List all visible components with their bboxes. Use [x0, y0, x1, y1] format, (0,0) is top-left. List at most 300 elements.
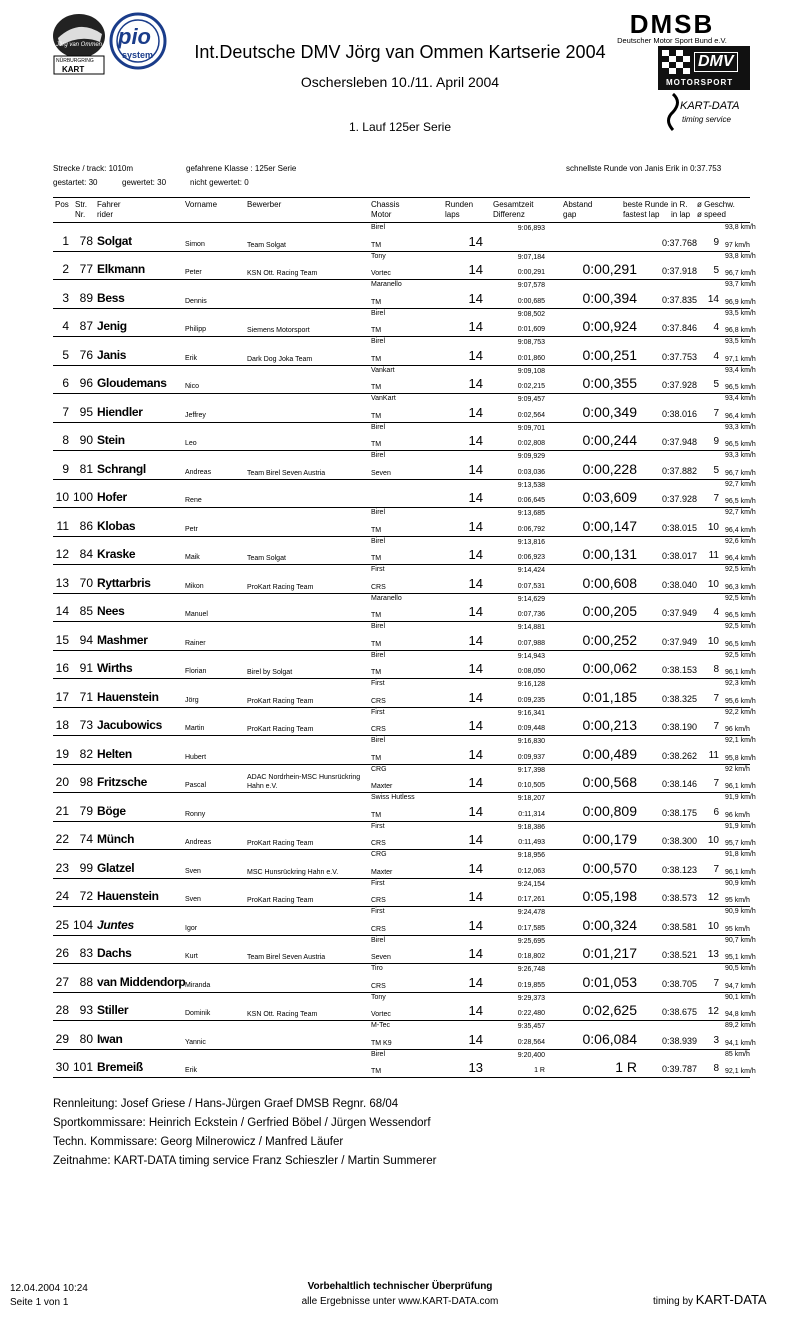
row-speed-average: 94,8 km/h: [725, 1011, 756, 1018]
row-fastest-lap: 0:38.262: [661, 750, 697, 761]
row-motor: Maxter: [371, 783, 393, 790]
row-laps: 14: [468, 860, 483, 876]
row-chassis: Tony: [371, 252, 386, 260]
col-entrant: Bewerber: [247, 200, 282, 209]
row-entrant: Birel by Solgat: [247, 669, 293, 676]
row-fastest-lap: 0:38.015: [661, 522, 697, 533]
dmsb-logo-text: DMSB: [629, 9, 715, 39]
row-gap: 0:00,394: [582, 289, 637, 306]
row-laps: 14: [468, 376, 483, 391]
row-chassis: Birel: [371, 623, 386, 630]
row-start-number: 94: [79, 632, 93, 647]
row-gap: 1 R: [615, 1059, 637, 1075]
row-start-number: 93: [79, 1003, 93, 1017]
row-start-number: 76: [79, 347, 93, 362]
row-laps: 14: [468, 290, 483, 306]
race-class: gefahrene Klasse : 125er Serie: [186, 164, 297, 173]
row-motor: TM: [371, 355, 382, 363]
row-driver-name: Hauenstein: [97, 689, 159, 704]
row-fastest-lap: 0:38.521: [661, 950, 697, 960]
row-first-name: Leo: [185, 440, 197, 447]
row-speed-fastest: 91,9 km/h: [725, 794, 756, 801]
row-position: 22: [55, 832, 69, 846]
row-first-name: Sven: [185, 867, 201, 875]
kart-data-logo-text: KART-DATA: [680, 100, 740, 112]
row-difference: 0:19,855: [517, 981, 545, 989]
row-chassis: Maranello: [371, 594, 402, 602]
row-motor: TM: [371, 612, 382, 619]
row-laps: 14: [468, 604, 483, 619]
row-position: 13: [55, 575, 69, 590]
row-fastest-lap: 0:38.190: [661, 722, 697, 732]
row-in-lap: 7: [713, 493, 719, 504]
row-gap: 0:00,228: [582, 460, 637, 477]
col-laps: Runden laps: [445, 200, 474, 219]
row-gap: 0:00,244: [582, 432, 637, 448]
row-start-number: 78: [79, 233, 93, 248]
table-row: [53, 480, 756, 509]
row-start-number: 86: [79, 518, 93, 533]
row-motor: Maxter: [371, 868, 393, 876]
row-first-name: Mikon: [185, 582, 204, 590]
row-in-lap: 8: [713, 1063, 719, 1074]
row-laps: 14: [468, 632, 483, 648]
not-classified-count: nicht gewertet: 0: [190, 178, 249, 187]
row-position: 11: [56, 518, 69, 533]
sport-commissioners: Sportkommissare: Heinrich Eckstein / Gerfried Böbel / Jürgen Wessendorf: [53, 1117, 431, 1129]
race-direction: Rennleitung: Josef Griese / Hans-Jürgen Graef DMSB Regnr. 68/04: [53, 1098, 399, 1110]
row-start-number: 74: [79, 832, 93, 846]
row-position: 29: [55, 1031, 69, 1046]
row-fastest-lap: 0:38.675: [661, 1007, 697, 1017]
row-total-time: 9:16,830: [517, 738, 545, 745]
table-row: [53, 622, 756, 651]
row-position: 24: [55, 889, 69, 903]
row-difference: 0:00,291: [517, 269, 545, 276]
timing-credit-prefix: timing by: [653, 1296, 696, 1307]
row-start-number: 73: [79, 718, 93, 732]
row-driver-name: Hofer: [97, 490, 127, 504]
row-position: 18: [55, 718, 69, 732]
row-total-time: 9:07,578: [517, 282, 545, 289]
row-laps: 14: [468, 889, 483, 904]
row-chassis: Birel: [371, 224, 386, 231]
row-gap: 0:00,608: [582, 574, 637, 591]
row-speed-fastest: 90,7 km/h: [725, 936, 756, 944]
row-difference: 0:22,480: [517, 1010, 545, 1017]
row-laps: 14: [468, 575, 483, 591]
row-speed-fastest: 90,1 km/h: [725, 993, 756, 1001]
row-motor: TM: [371, 384, 382, 391]
row-speed-average: 96,9 km/h: [725, 298, 756, 306]
row-first-name: Florian: [185, 668, 207, 675]
row-laps: 14: [468, 1031, 483, 1047]
table-row: [53, 309, 756, 338]
row-position: 1: [62, 233, 69, 248]
row-chassis: Birel: [371, 1050, 386, 1058]
row-laps: 14: [468, 718, 483, 733]
row-motor: Vortec: [371, 270, 391, 277]
table-row: [53, 337, 756, 366]
row-total-time: 9:09,701: [517, 424, 545, 432]
row-speed-fastest: 93,8 km/h: [725, 252, 756, 260]
row-total-time: 9:20,400: [517, 1051, 545, 1059]
row-gap: 0:00,349: [582, 403, 637, 420]
row-speed-average: 97,1 km/h: [725, 355, 756, 363]
col-speed: ø Geschw. ø speed: [697, 200, 735, 219]
kart-data-logo-sub: timing service: [682, 115, 731, 124]
row-motor: CRS: [371, 583, 386, 591]
row-speed-average: 96,5 km/h: [725, 498, 756, 505]
row-start-number: 99: [79, 860, 93, 875]
row-entrant: Team Solgat: [247, 241, 286, 249]
row-chassis: Birel: [371, 651, 386, 659]
row-total-time: 9:14,629: [517, 595, 545, 603]
table-row: [53, 451, 756, 480]
row-in-lap: 10: [707, 521, 719, 533]
row-gap: 0:00,291: [582, 261, 637, 277]
row-driver-name: Glatzel: [97, 860, 135, 875]
row-driver-name: Hiendler: [97, 404, 143, 419]
row-fastest-lap: 0:37.918: [661, 266, 697, 276]
row-difference: 0:02,564: [517, 411, 545, 419]
row-speed-average: 96 km/h: [725, 726, 750, 733]
helmet-logo-sub2: KART: [62, 65, 85, 74]
row-speed-fastest: 90,9 km/h: [725, 908, 756, 915]
row-speed-average: 95 km/h: [725, 897, 750, 904]
row-fastest-lap: 0:38.939: [661, 1035, 697, 1046]
row-speed-average: 95 km/h: [725, 925, 750, 933]
row-speed-fastest: 93,3 km/h: [725, 423, 756, 431]
row-speed-fastest: 91,8 km/h: [725, 851, 756, 858]
row-chassis: Maranello: [371, 281, 402, 288]
row-driver-name: Janis: [97, 347, 127, 362]
row-speed-average: 95,8 km/h: [725, 754, 756, 762]
row-position: 6: [62, 376, 69, 390]
row-entrant: MSC Hunsrückring Hahn e.V.: [247, 868, 339, 876]
row-in-lap: 11: [708, 749, 719, 761]
row-start-number: 72: [79, 889, 93, 903]
row-in-lap: 5: [713, 464, 719, 476]
row-first-name: Hubert: [185, 753, 207, 761]
row-gap: 0:05,198: [582, 888, 637, 904]
row-difference: 0:10,505: [517, 782, 545, 789]
row-in-lap: 10: [707, 578, 719, 590]
row-in-lap: 11: [708, 550, 719, 561]
row-speed-average: 96,1 km/h: [725, 669, 756, 676]
row-start-number: 100: [72, 490, 93, 504]
row-position: 5: [62, 347, 69, 362]
row-first-name: Miranda: [185, 981, 211, 989]
row-total-time: 9:35,457: [517, 1023, 545, 1030]
row-fastest-lap: 0:38.300: [661, 836, 697, 846]
row-total-time: 9:14,881: [517, 624, 545, 631]
row-fastest-lap: 0:38.016: [661, 408, 697, 419]
row-difference: 0:07,988: [517, 639, 545, 647]
row-total-time: 9:06,893: [517, 225, 545, 232]
print-date: 12.04.2004 10:24: [10, 1283, 88, 1294]
event-title: Int.Deutsche DMV Jörg van Ommen Kartserie 2004: [194, 42, 606, 62]
row-motor: TM: [371, 412, 382, 420]
row-total-time: 9:16,341: [517, 709, 545, 717]
row-start-number: 89: [79, 290, 93, 305]
col-chassis: Chassis Motor: [371, 200, 400, 219]
row-fastest-lap: 0:38.573: [661, 893, 697, 903]
row-difference: 0:01,609: [517, 326, 545, 333]
row-total-time: 9:13,538: [517, 481, 545, 489]
row-chassis: Birel: [371, 737, 386, 744]
row-speed-fastest: 93,4 km/h: [725, 366, 756, 374]
fastest-lap-note: schnellste Runde von Janis Erik in 0:37.753: [566, 164, 722, 173]
row-position: 17: [55, 689, 69, 704]
row-total-time: 9:13,816: [517, 538, 545, 546]
row-in-lap: 5: [713, 379, 719, 390]
row-start-number: 95: [79, 404, 93, 419]
row-speed-fastest: 93,3 km/h: [725, 452, 756, 459]
table-row: [53, 508, 756, 537]
row-gap: 0:06,084: [582, 1030, 637, 1047]
row-first-name: Ronny: [185, 810, 206, 818]
row-fastest-lap: 0:37.928: [661, 494, 697, 504]
row-entrant: ProKart Racing Team: [247, 897, 314, 904]
row-speed-average: 96,5 km/h: [725, 384, 756, 391]
row-speed-average: 96,8 km/h: [725, 327, 756, 334]
row-motor: CRS: [371, 982, 386, 990]
table-row: [53, 736, 756, 765]
row-laps: 14: [468, 689, 483, 705]
row-laps: 14: [468, 490, 483, 505]
row-chassis: Birel: [371, 452, 386, 459]
row-speed-fastest: 93,4 km/h: [725, 395, 756, 402]
row-first-name: Peter: [185, 269, 202, 276]
row-motor: Seven: [371, 954, 391, 961]
row-total-time: 9:18,207: [517, 795, 545, 802]
row-motor: TM: [371, 526, 382, 534]
row-gap: 0:00,568: [582, 774, 637, 790]
row-driver-name: Hauenstein: [97, 889, 159, 903]
row-total-time: 9:18,956: [517, 852, 545, 859]
col-pos: Pos: [55, 200, 69, 209]
classified-count: gewertet: 30: [122, 178, 167, 187]
row-entrant: ADAC Nordrhein-MSC Hunsrückring Hahn e.V.: [247, 774, 361, 790]
timing-credit: [653, 1292, 767, 1307]
row-driver-name: Wirths: [97, 661, 133, 675]
row-chassis: Swiss Hutless: [371, 794, 415, 801]
row-start-number: 91: [79, 661, 93, 675]
row-laps: 14: [468, 433, 483, 448]
row-motor: TM: [371, 1068, 382, 1075]
row-start-number: 101: [72, 1060, 93, 1074]
row-speed-fastest: 90,5 km/h: [725, 965, 756, 972]
row-driver-name: Schrangl: [97, 461, 146, 476]
row-difference: 0:09,937: [517, 753, 545, 761]
helmet-logo-sub1: NÜRBURGRING: [56, 58, 94, 64]
table-row: [53, 565, 756, 594]
row-difference: 0:01,860: [517, 354, 545, 362]
row-gap: 0:00,252: [582, 631, 637, 648]
row-motor: TM: [371, 555, 382, 562]
row-laps: 14: [468, 661, 483, 676]
row-fastest-lap: 0:38.040: [661, 579, 697, 590]
row-motor: TM: [371, 669, 382, 676]
row-gap: 0:00,147: [582, 517, 637, 534]
row-speed-average: 96,3 km/h: [725, 583, 756, 591]
row-first-name: Kurt: [185, 953, 198, 960]
row-position: 7: [62, 404, 69, 419]
row-fastest-lap: 0:38.581: [661, 921, 697, 932]
row-speed-fastest: 91,9 km/h: [725, 822, 756, 830]
row-difference: 0:17,585: [517, 924, 545, 932]
row-position: 23: [55, 860, 69, 875]
row-first-name: Erik: [185, 354, 198, 362]
row-fastest-lap: 0:38.175: [661, 807, 697, 818]
row-start-number: 80: [79, 1031, 93, 1046]
timekeeping: Zeitnahme: KART-DATA timing service Franz Schieszler / Martin Summerer: [53, 1155, 437, 1167]
row-driver-name: Dachs: [97, 946, 132, 960]
row-laps: 14: [468, 917, 483, 933]
table-row: [53, 879, 756, 908]
row-chassis: Tiro: [371, 965, 383, 972]
row-motor: TM: [371, 640, 382, 648]
row-speed-fastest: 92,5 km/h: [725, 623, 756, 630]
row-speed-average: 96,1 km/h: [725, 868, 756, 876]
row-driver-name: Jenig: [97, 319, 127, 333]
row-gap: 0:00,131: [582, 546, 637, 562]
row-chassis: Birel: [371, 423, 386, 431]
row-total-time: 9:09,457: [517, 396, 545, 403]
table-row: [53, 822, 756, 851]
row-fastest-lap: 0:37.882: [661, 465, 697, 476]
row-total-time: 9:07,184: [517, 253, 545, 261]
row-speed-average: 92,1 km/h: [725, 1068, 756, 1075]
table-row: [53, 993, 756, 1022]
row-speed-average: 94,1 km/h: [725, 1039, 756, 1047]
row-chassis: Birel: [371, 338, 386, 345]
table-row: [53, 280, 756, 309]
row-difference: 0:03,036: [517, 468, 545, 476]
col-fastest: beste Runde fastest lap: [623, 200, 669, 219]
row-difference: 0:09,448: [517, 725, 545, 732]
row-total-time: 9:17,398: [517, 766, 545, 774]
timing-credit-brand: KART-DATA: [695, 1292, 767, 1307]
row-gap: 0:00,251: [582, 346, 637, 363]
row-total-time: 9:26,748: [517, 966, 545, 973]
row-gap: 0:02,625: [582, 1002, 637, 1018]
row-total-time: 9:24,154: [517, 880, 545, 888]
row-fastest-lap: 0:37.948: [661, 437, 697, 447]
row-position: 10: [55, 490, 69, 504]
row-first-name: Rainer: [185, 639, 206, 647]
row-speed-average: 95,7 km/h: [725, 840, 756, 847]
row-entrant: ProKart Racing Team: [247, 697, 314, 705]
row-start-number: 84: [79, 547, 93, 561]
row-speed-average: 96,4 km/h: [725, 555, 756, 562]
pio-logo-text: pio: [118, 24, 151, 49]
row-first-name: Dennis: [185, 297, 207, 305]
row-gap: 0:03,609: [582, 489, 637, 505]
row-speed-average: 96,1 km/h: [725, 783, 756, 790]
row-driver-name: Fritzsche: [97, 775, 147, 789]
row-speed-average: 95,6 km/h: [725, 697, 756, 705]
row-fastest-lap: 0:37.949: [661, 608, 697, 618]
row-driver-name: Solgat: [97, 233, 132, 248]
row-driver-name: van Middendorp: [97, 974, 186, 989]
row-motor: TM: [371, 441, 382, 448]
row-gap: 0:01,053: [582, 973, 637, 990]
race-title: 1. Lauf 125er Serie: [348, 120, 452, 134]
row-difference: 0:06,792: [517, 525, 545, 533]
row-total-time: 9:24,478: [517, 909, 545, 916]
row-first-name: Yannic: [185, 1038, 206, 1046]
row-laps: 14: [468, 547, 483, 562]
row-in-lap: 3: [713, 1034, 719, 1046]
row-motor: TM: [371, 327, 382, 334]
row-laps: 14: [468, 746, 483, 762]
row-driver-name: Münch: [97, 832, 135, 846]
row-difference: 0:00,685: [517, 297, 545, 305]
row-first-name: Igor: [185, 924, 198, 932]
row-gap: 0:00,489: [582, 745, 637, 762]
row-motor: CRS: [371, 697, 386, 705]
results-table-header: [53, 197, 750, 223]
row-driver-name: Iwan: [97, 1031, 123, 1046]
row-laps: 14: [468, 775, 483, 790]
row-start-number: 96: [79, 376, 93, 390]
row-speed-average: 96,4 km/h: [725, 526, 756, 534]
table-row: [53, 936, 756, 965]
row-difference: 0:08,050: [517, 668, 545, 675]
row-speed-average: 96,5 km/h: [725, 612, 756, 619]
row-total-time: 9:16,128: [517, 681, 545, 688]
row-first-name: Andreas: [185, 839, 212, 846]
row-motor: CRS: [371, 726, 386, 733]
col-firstname: Vorname: [185, 200, 218, 209]
track-length: Strecke / track: 1010m: [53, 164, 134, 173]
row-difference: 0:02,808: [517, 440, 545, 447]
motorsport-logo-text: MOTORSPORT: [666, 78, 734, 87]
row-difference: 0:09,235: [517, 696, 545, 704]
row-start-number: 88: [79, 974, 93, 989]
row-speed-fastest: 92,3 km/h: [725, 680, 756, 687]
row-driver-name: Kraske: [97, 547, 136, 561]
technical-commissioners: Techn. Kommissare: Georg Milnerowicz / Manfred Läufer: [53, 1136, 344, 1148]
row-gap: 0:01,217: [582, 945, 637, 961]
row-laps: 14: [468, 518, 483, 534]
table-row: [53, 651, 756, 680]
row-speed-fastest: 92,5 km/h: [725, 651, 756, 659]
row-gap: 0:00,324: [582, 916, 637, 933]
row-entrant: KSN Ott. Racing Team: [247, 1011, 318, 1018]
row-in-lap: 5: [713, 265, 719, 276]
row-chassis: Vankart: [371, 366, 395, 374]
row-driver-name: Stein: [97, 433, 125, 447]
col-gap: Abstand gap: [563, 200, 593, 219]
row-chassis: First: [371, 708, 385, 716]
row-total-time: 9:25,695: [517, 937, 545, 945]
row-speed-average: 96 km/h: [725, 811, 750, 819]
table-row: [53, 708, 756, 737]
helmet-logo-text: Jörg van Ommen: [56, 42, 103, 48]
row-start-number: 85: [79, 604, 93, 618]
row-speed-fastest: 93,8 km/h: [725, 224, 756, 231]
row-chassis: First: [371, 879, 385, 887]
row-first-name: Simon: [185, 240, 205, 248]
row-speed-fastest: 92,1 km/h: [725, 737, 756, 744]
table-row: [53, 907, 756, 936]
row-motor: TM: [371, 298, 382, 306]
row-driver-name: Bremeiß: [97, 1060, 143, 1074]
row-motor: Seven: [371, 469, 391, 477]
